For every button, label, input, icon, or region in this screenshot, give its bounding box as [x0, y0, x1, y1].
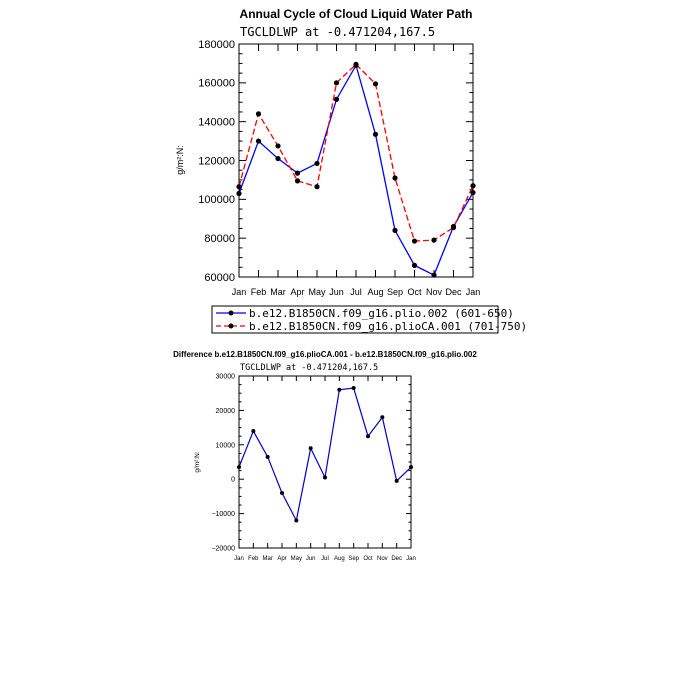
series-0-point — [266, 455, 270, 459]
legend-label-plioCA001: b.e12.B1850CN.f09_g16.plioCA.001 (701-750) — [249, 320, 528, 333]
x-tick-label: Jul — [321, 556, 329, 562]
series-0-point — [395, 479, 399, 483]
series-0-point — [409, 465, 413, 469]
y-tick-label: 180000 — [198, 38, 235, 51]
x-tick-label: Aug — [367, 287, 384, 297]
series-1-point — [431, 238, 436, 243]
y-tick-label: 160000 — [198, 77, 235, 90]
series-0-point — [280, 491, 284, 495]
series-1-point — [236, 184, 241, 189]
y-tick-label: 120000 — [198, 155, 235, 168]
series-1-point — [373, 81, 378, 86]
y-tick-label: 60000 — [204, 271, 235, 284]
legend-marker-plioCA001 — [229, 324, 234, 329]
chart2-title: Difference b.e12.B1850CN.f09_g16.plioCA.001 - b.e12.B1850CN.f09_g16.plio.002 — [173, 350, 477, 359]
x-tick-label: Jul — [350, 287, 362, 297]
chart1-legend — [212, 306, 527, 333]
y-tick-label: 140000 — [198, 116, 235, 129]
x-tick-label: Apr — [290, 287, 305, 297]
series-0-point — [256, 138, 261, 143]
chart1-plot-frame — [239, 44, 473, 277]
series-1-point — [412, 238, 417, 243]
series-1-point — [392, 175, 397, 180]
x-tick-label: Apr — [277, 556, 287, 562]
y-tick-label: 20000 — [215, 407, 235, 415]
series-1-point — [451, 225, 456, 230]
series-0-point — [470, 190, 475, 195]
series-0-point — [275, 156, 280, 161]
series-0-point — [314, 161, 319, 166]
y-tick-label: 10000 — [215, 442, 235, 450]
x-tick-label: Jun — [329, 287, 344, 297]
x-tick-label: Dec — [391, 556, 403, 562]
series-1-point — [353, 62, 358, 67]
series-0-point — [392, 228, 397, 233]
x-tick-label: Jan — [231, 287, 247, 297]
series-0-point — [237, 465, 241, 469]
x-tick-label: Jan — [406, 556, 416, 562]
x-tick-label: Mar — [262, 556, 273, 562]
x-tick-label: Sep — [348, 556, 360, 562]
series-0-point — [295, 171, 300, 176]
chart1-ylabel: g/m²:N: — [175, 145, 185, 175]
annual-cycle-chart — [175, 7, 527, 333]
y-tick-label: −20000 — [211, 545, 235, 553]
series-0-point — [431, 272, 436, 277]
series-0-point — [412, 263, 417, 268]
chart2-plot-frame — [239, 376, 411, 548]
series-line-0 — [239, 65, 473, 275]
series-0-point — [236, 191, 241, 196]
series-1-point — [334, 80, 339, 85]
series-1-point — [256, 111, 261, 116]
x-tick-label: Feb — [248, 556, 259, 562]
series-0-point — [323, 475, 327, 479]
x-tick-label: Jan — [465, 287, 481, 297]
chart1-subtitle: TGCLDLWP at -0.471204,167.5 — [240, 25, 436, 39]
chart2-subtitle: TGCLDLWP at -0.471204,167.5 — [240, 363, 379, 373]
difference-chart — [173, 350, 477, 562]
x-tick-label: Jan — [234, 556, 244, 562]
series-0-point — [294, 518, 298, 522]
y-tick-label: 100000 — [198, 194, 235, 207]
chart1-title: Annual Cycle of Cloud Liquid Water Path — [239, 7, 473, 21]
series-0-point — [373, 132, 378, 137]
series-0-point — [366, 434, 370, 438]
y-tick-label: 80000 — [204, 233, 235, 246]
chart2-ylabel: g/m²:N: — [194, 451, 201, 473]
series-1-point — [295, 178, 300, 183]
series-0-point — [352, 386, 356, 390]
y-tick-label: 30000 — [215, 373, 235, 381]
series-line-1 — [239, 64, 473, 241]
series-0-point — [334, 97, 339, 102]
legend-marker-plio002 — [229, 311, 234, 316]
series-line-0 — [239, 388, 411, 520]
x-tick-label: Jun — [305, 556, 316, 562]
series-1-point — [314, 184, 319, 189]
x-tick-label: Oct — [407, 287, 422, 297]
x-tick-label: May — [290, 556, 303, 562]
x-tick-label: Sep — [386, 287, 404, 297]
series-0-point — [251, 429, 255, 433]
legend-label-plio002: b.e12.B1850CN.f09_g16.plio.002 (601-650) — [249, 307, 514, 320]
series-0-point — [380, 415, 384, 419]
x-tick-label: Dec — [445, 287, 462, 297]
series-1-point — [470, 183, 475, 188]
series-0-point — [337, 388, 341, 392]
x-tick-label: Mar — [270, 287, 286, 297]
y-tick-label: −10000 — [211, 511, 235, 519]
x-tick-label: Aug — [333, 556, 345, 562]
x-tick-label: Nov — [425, 287, 443, 297]
series-0-point — [309, 446, 313, 450]
series-1-point — [275, 143, 280, 148]
x-tick-label: Nov — [376, 556, 388, 562]
x-tick-label: May — [308, 287, 326, 297]
x-tick-label: Feb — [250, 287, 267, 297]
x-tick-label: Oct — [363, 556, 373, 562]
y-tick-label: 0 — [231, 476, 235, 484]
